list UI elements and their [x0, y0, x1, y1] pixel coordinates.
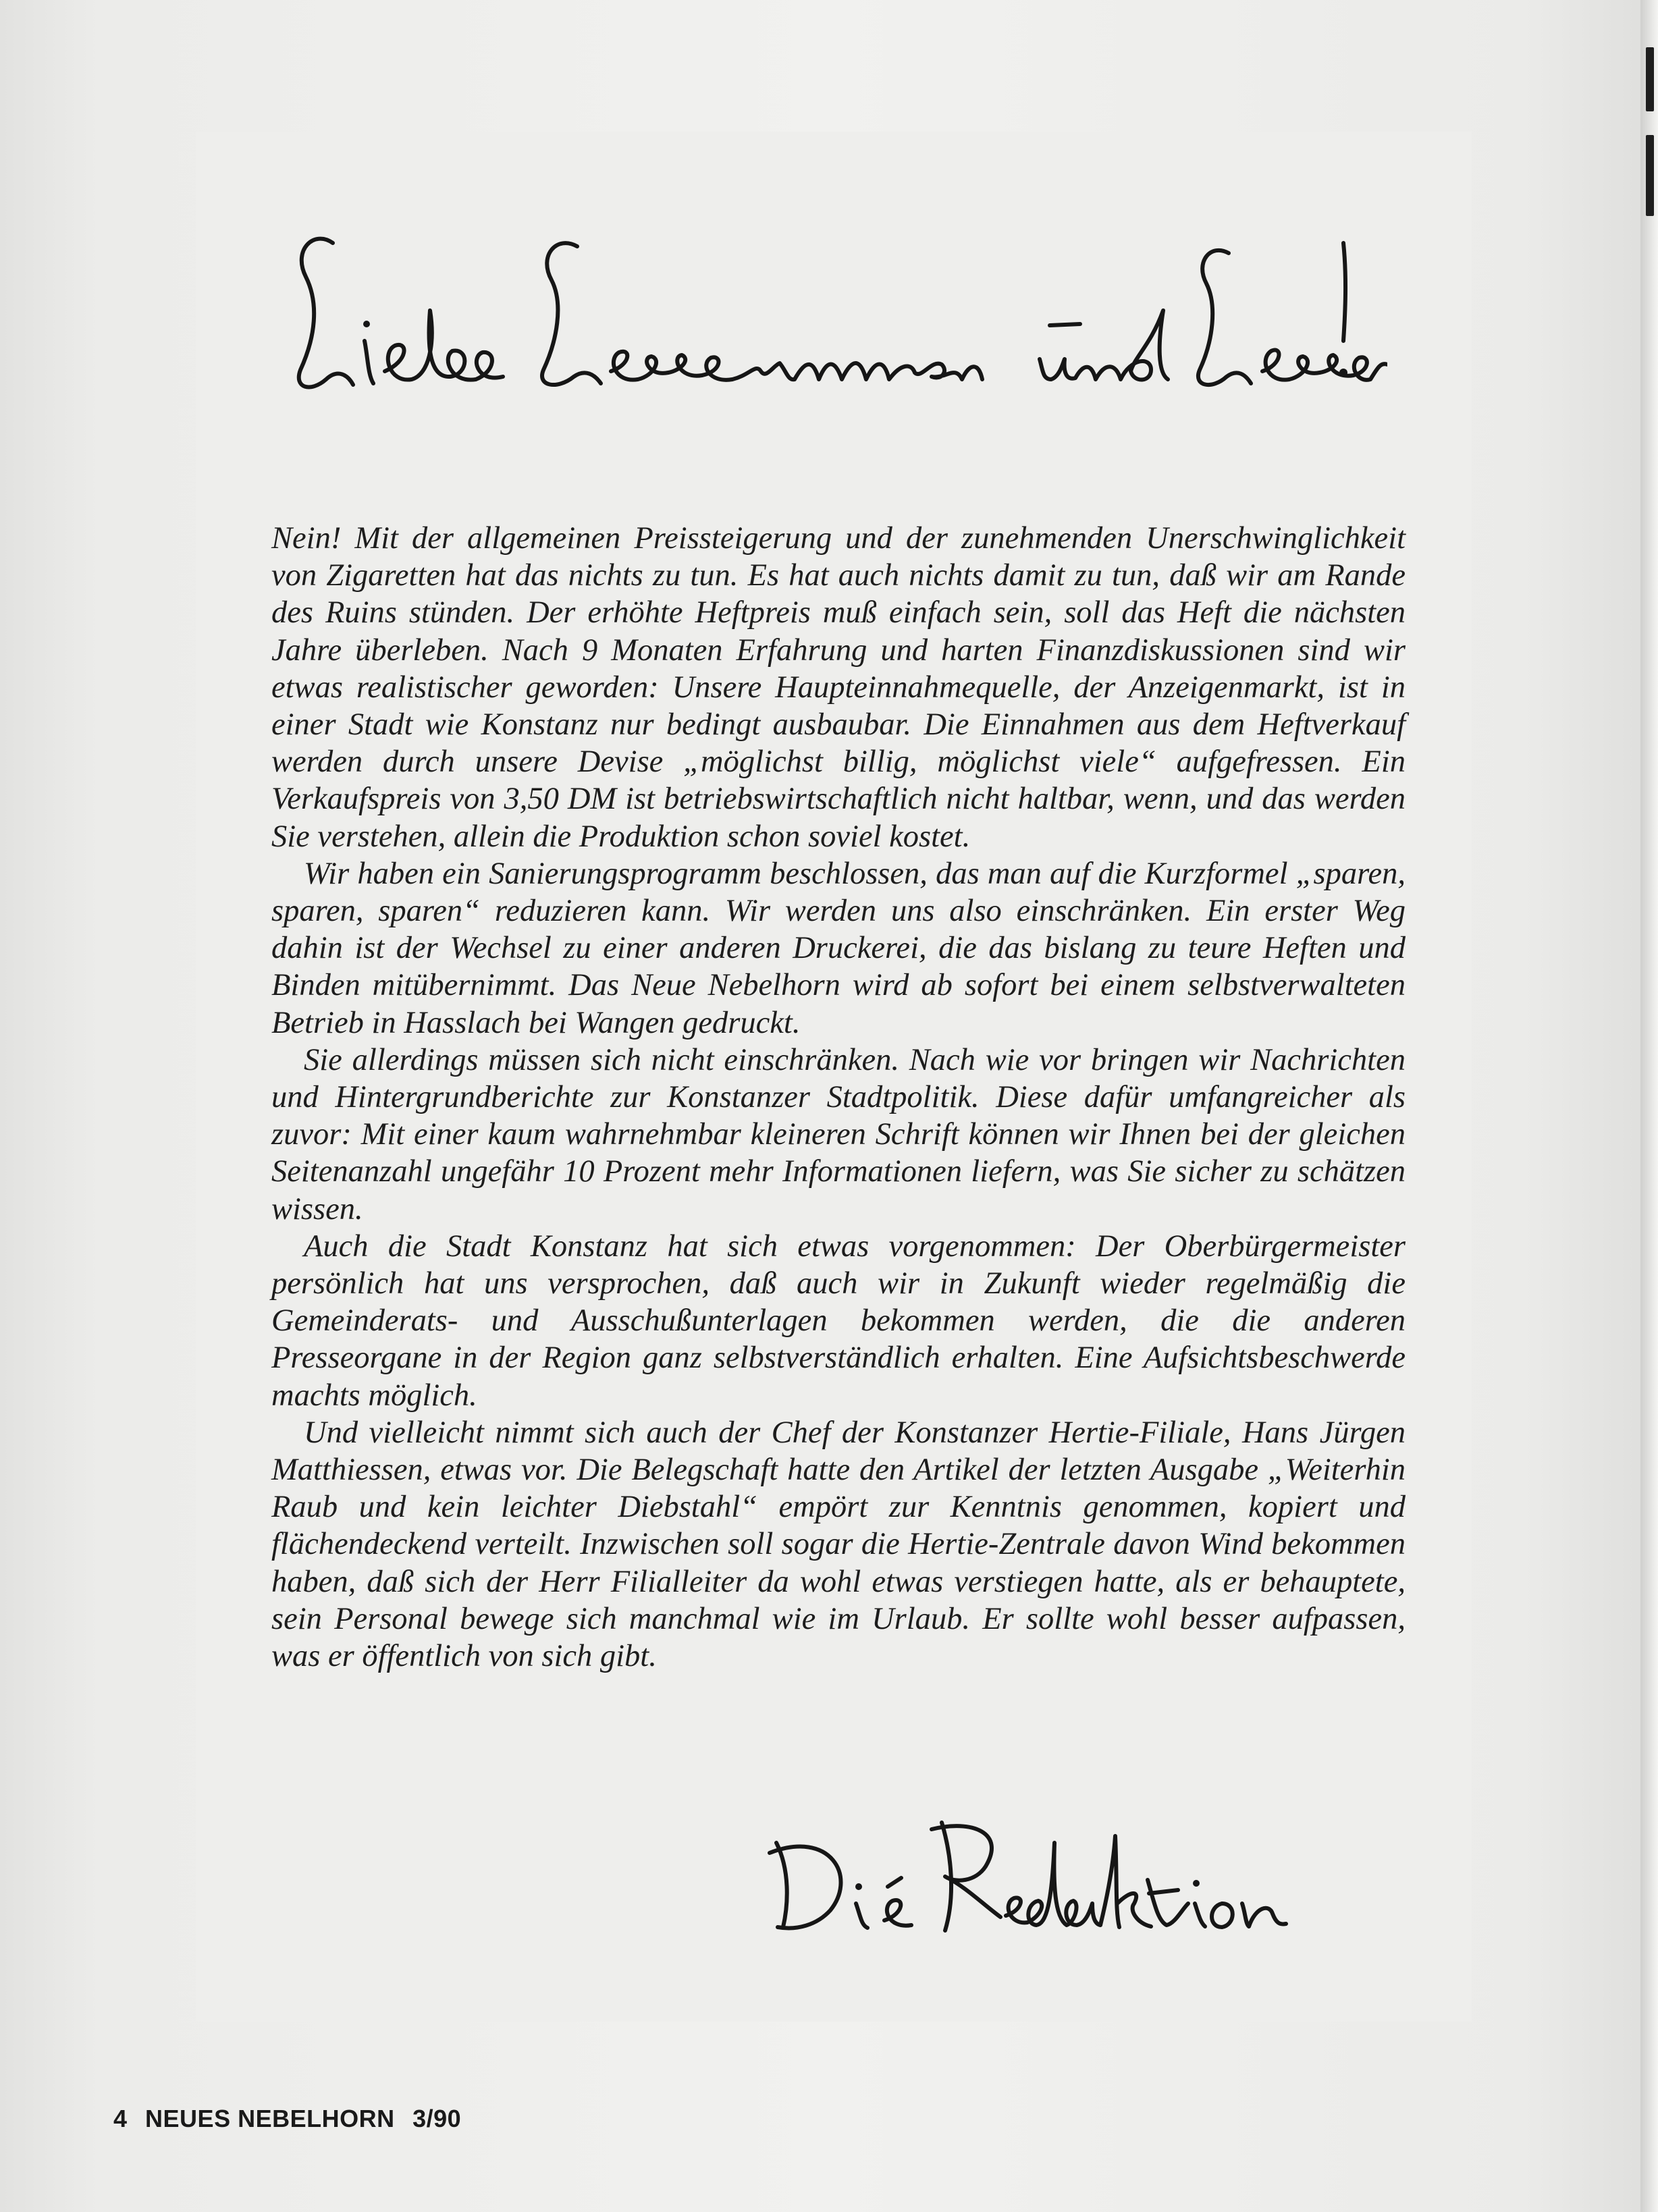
handwritten-greeting: [273, 203, 1387, 419]
greeting-script-image: [273, 203, 1387, 419]
letter-paragraph: Sie allerdings müssen sich nicht einschränken. Nach wie vor bringen wir Nachrichten und Hintergrundberichte zur Konstanzer Stadtpolitik. Diese dafür umfangreicher als zuvor: Mit einer kaum wahrnehmbar kleineren Schrift können wir Ihnen bei der gleichen Seitenanzahl ungefähr 10 Prozent mehr Informationen liefern, was Sie sicher zu schätzen wissen.: [271, 1042, 1406, 1226]
letter-paragraph: Auch die Stadt Konstanz hat sich etwas vorgenommen: Der Oberbürgermeister persönlich hat uns versprochen, daß auch wir in Zukunft wieder regelmäßig die Gemeinderats- und Ausschußunterlagen bekommen werden, die die anderen Presseorgane in der Region ganz selbstverständlich erhalten. Eine Aufsichtsbeschwerde machts möglich.: [271, 1229, 1406, 1413]
handwritten-signature: [749, 1802, 1303, 1944]
letter-paragraph: Nein! Mit der allgemeinen Preissteigerung und der zunehmenden Unerschwinglichkeit von Zigaretten hat das nichts zu tun. Es hat auch nichts damit zu tun, daß wir am Rande des Ruins stünden. Der erhöhte Heftpreis muß einfach sein, soll das Heft die nächsten Jahre überleben. Nach 9 Monaten Erfahrung und harten Finanzdiskussionen sind wir etwas realistischer geworden: Unsere Haupteinnahmequelle, der Anzeigenmarkt, ist in einer Stadt wie Konstanz nur bedingt ausbaubar. Die Einnahmen aus dem Heftverkauf werden durch unsere Devise „möglichst billig, möglichst viele“ aufgefressen. Ein Verkaufspreis von 3,50 DM ist betriebswirtschaftlich nicht haltbar, wenn, und das werden Sie verstehen, allein die Produktion schon soviel kostet.: [271, 521, 1406, 854]
page-edge: [1640, 0, 1658, 2212]
edge-mark: [1646, 47, 1654, 111]
edge-mark: [1646, 135, 1654, 216]
publication-name: NEUES NEBELHORN: [145, 2105, 395, 2132]
signature-script-image: [749, 1802, 1303, 1944]
issue-number: 3/90: [412, 2105, 462, 2132]
letter-paragraph: Wir haben ein Sanierungsprogramm beschlossen, das man auf die Kurzformel „sparen, sparen, sparen“ reduzieren kann. Wir werden uns also einschränken. Ein erster Weg dahin ist der Wechsel zu einer anderen Druckerei, die das bislang zu teure Heften und Binden mitübernimmt. Das Neue Nebelhorn wird ab sofort bei einem selbstverwalteten Betrieb in Hasslach bei Wangen gedruckt.: [271, 856, 1406, 1040]
letter-body: [271, 520, 1406, 1675]
letter-paragraph: Und vielleicht nimmt sich auch der Chef der Konstanzer Hertie-Filiale, Hans Jürgen Matthiessen, etwas vor. Die Belegschaft hatte den Artikel der letzten Ausgabe „Weiterhin Raub und kein leichter Diebstahl“ empört zur Kenntnis genommen, kopiert und flächendeckend verteilt. Inzwischen soll sogar die Hertie-Zentrale davon Wind bekommen haben, daß sich der Herr Filialleiter da wohl etwas verstiegen hatte, als er behauptete, sein Personal bewege sich manchmal wie im Urlaub. Er sollte wohl besser aufpassen, was er öffentlich von sich gibt.: [271, 1415, 1406, 1674]
page-footer: [113, 2105, 461, 2133]
page-number: 4: [113, 2105, 128, 2132]
